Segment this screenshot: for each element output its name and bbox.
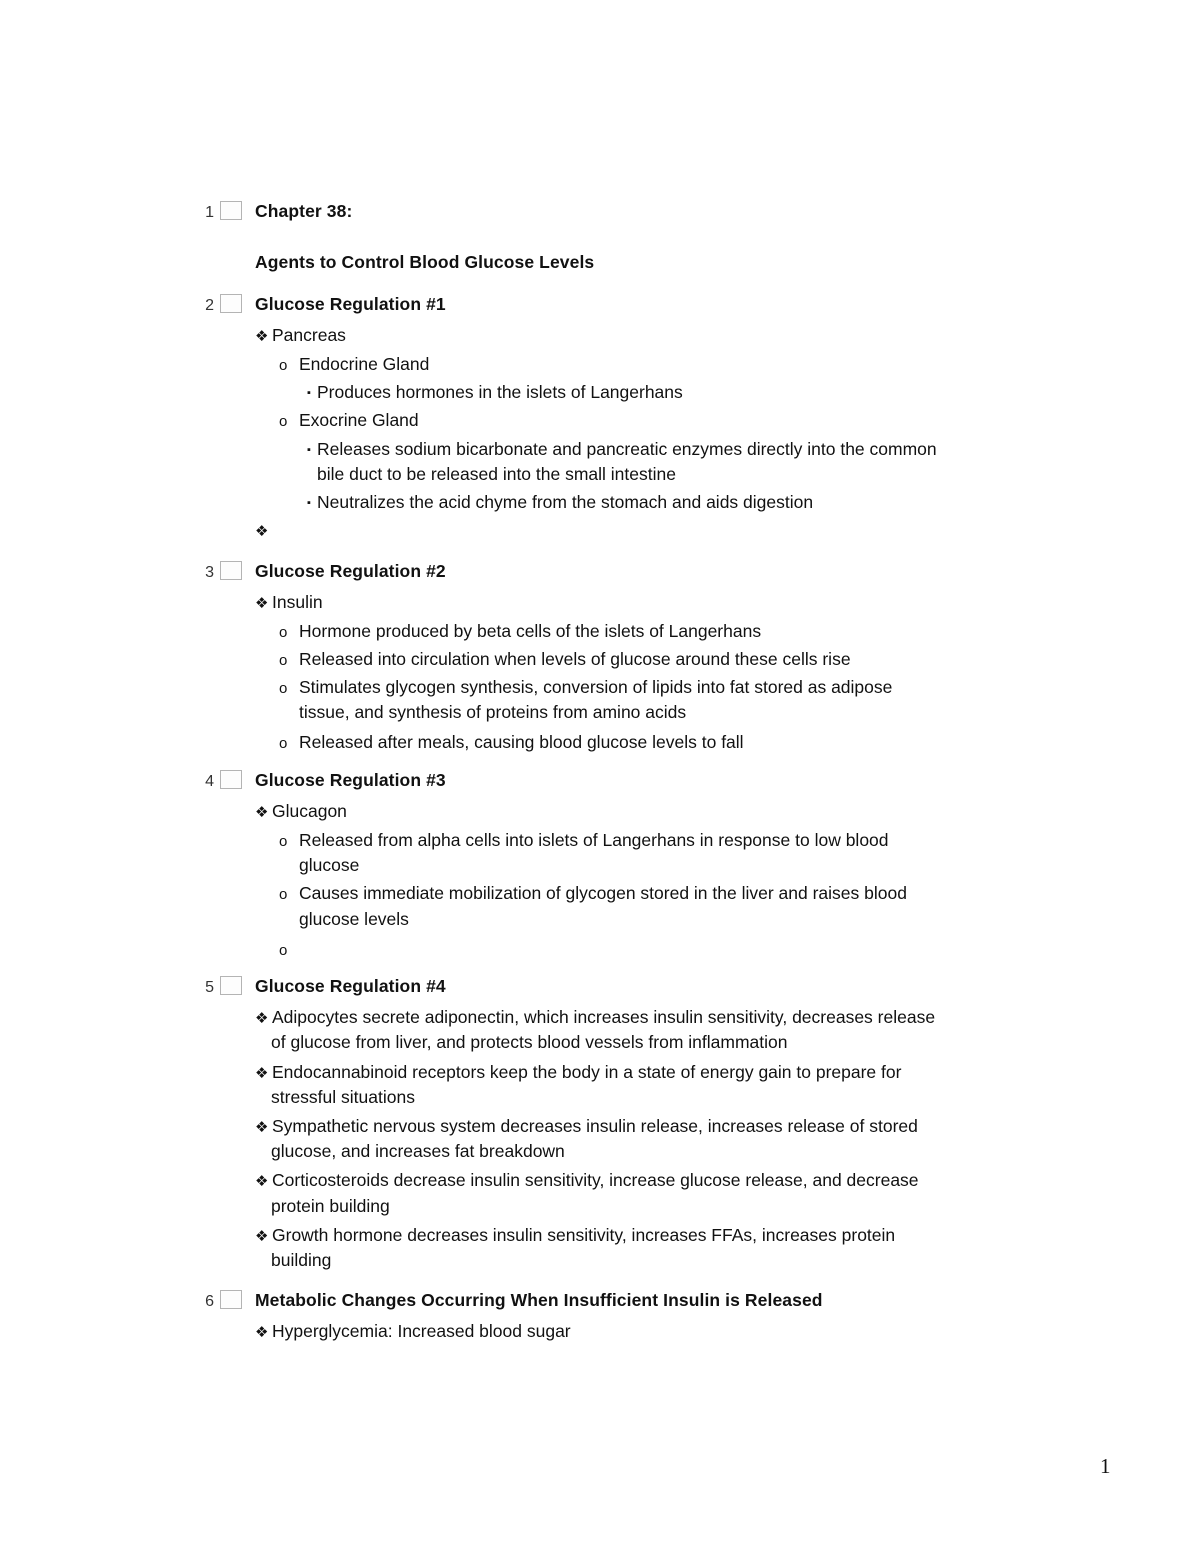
circle-bullet-icon: o	[279, 942, 288, 959]
bullet-continuation: glucose levels	[299, 909, 409, 929]
slide-number: 2	[205, 297, 214, 314]
slide-title: Glucose Regulation #3	[255, 770, 446, 790]
bullet-item: o Hormone produced by beta cells of the islets of Langerhans	[279, 618, 761, 646]
bullet-item: o Released from alpha cells into islets of Langerhans in response to low blood	[279, 827, 889, 855]
page-number: 1	[1100, 1454, 1111, 1478]
bullet-item: ❖ Adipocytes secrete adiponectin, which increases insulin sensitivity, decreases release	[255, 1004, 935, 1032]
empty-bullet	[279, 936, 299, 964]
circle-bullet-icon: o	[279, 413, 288, 430]
bullet-item: ▪ Neutralizes the acid chyme from the stomach and aids digestion	[307, 489, 813, 516]
slide-number: 3	[205, 564, 214, 581]
diamond-bullet-icon: ❖	[255, 1173, 269, 1190]
slide-number: 5	[205, 979, 214, 996]
diamond-bullet-icon: ❖	[255, 1324, 269, 1341]
square-bullet-icon: ▪	[307, 387, 311, 399]
bullet-continuation: building	[271, 1250, 332, 1270]
circle-bullet-icon: o	[279, 886, 288, 903]
bullet-item: ▪ Releases sodium bicarbonate and pancreatic enzymes directly into the common	[307, 436, 937, 463]
slide-number: 1	[205, 204, 214, 221]
circle-bullet-icon: o	[279, 680, 288, 697]
diamond-bullet-icon: ❖	[255, 523, 269, 540]
slide-thumbnail[interactable]	[220, 1290, 242, 1309]
slide-subtitle: Agents to Control Blood Glucose Levels	[255, 252, 595, 272]
slide-thumbnail[interactable]	[220, 976, 242, 995]
bullet-item: ❖ Corticosteroids decrease insulin sensitivity, increase glucose release, and decrease	[255, 1167, 919, 1195]
diamond-bullet-icon: ❖	[255, 804, 269, 821]
slide-title: Glucose Regulation #1	[255, 294, 446, 314]
square-bullet-icon: ▪	[307, 444, 311, 456]
slide-thumbnail[interactable]	[220, 561, 242, 580]
slide-title: Chapter 38:	[255, 201, 353, 221]
bullet-continuation: bile duct to be released into the small intestine	[317, 464, 676, 484]
bullet-continuation: tissue, and synthesis of proteins from amino acids	[299, 702, 687, 722]
bullet-item: ❖ Endocannabinoid receptors keep the body in a state of energy gain to prepare for	[255, 1059, 901, 1087]
bullet-item: o Causes immediate mobilization of glycogen stored in the liver and raises blood	[279, 880, 907, 908]
bullet-continuation: of glucose from liver, and protects blood vessels from inflammation	[271, 1032, 788, 1052]
bullet-continuation: protein building	[271, 1196, 390, 1216]
bullet-item: ❖ Hyperglycemia: Increased blood sugar	[255, 1318, 571, 1346]
slide-title: Metabolic Changes Occurring When Insufficient Insulin is Released	[255, 1290, 823, 1310]
diamond-bullet-icon: ❖	[255, 1065, 269, 1082]
diamond-bullet-icon: ❖	[255, 1228, 269, 1245]
bullet-item: ▪ Produces hormones in the islets of Langerhans	[307, 379, 683, 406]
slide-title: Glucose Regulation #4	[255, 976, 446, 996]
bullet-item: o Released after meals, causing blood glucose levels to fall	[279, 729, 744, 757]
circle-bullet-icon: o	[279, 624, 288, 641]
slide-thumbnail[interactable]	[220, 294, 242, 313]
slide-number: 6	[205, 1293, 214, 1310]
circle-bullet-icon: o	[279, 652, 288, 669]
bullet-continuation: glucose, and increases fat breakdown	[271, 1141, 565, 1161]
bullet-item: ❖ Growth hormone decreases insulin sensitivity, increases FFAs, increases protein	[255, 1222, 895, 1250]
bullet-item: ❖ Pancreas	[255, 322, 346, 350]
bullet-item: o Stimulates glycogen synthesis, conversion of lipids into fat stored as adipose	[279, 674, 892, 702]
slide-title: Glucose Regulation #2	[255, 561, 446, 581]
bullet-item: ❖ Sympathetic nervous system decreases insulin release, increases release of stored	[255, 1113, 918, 1141]
bullet-item: ❖ Glucagon	[255, 798, 347, 826]
empty-bullet	[255, 517, 272, 545]
bullet-item: o Released into circulation when levels of glucose around these cells rise	[279, 646, 851, 674]
diamond-bullet-icon: ❖	[255, 328, 269, 345]
diamond-bullet-icon: ❖	[255, 1010, 269, 1027]
bullet-continuation: stressful situations	[271, 1087, 415, 1107]
slide-thumbnail[interactable]	[220, 770, 242, 789]
circle-bullet-icon: o	[279, 833, 288, 850]
bullet-item: ❖ Insulin	[255, 589, 323, 617]
circle-bullet-icon: o	[279, 735, 288, 752]
slide-number: 4	[205, 773, 214, 790]
bullet-continuation: glucose	[299, 855, 360, 875]
circle-bullet-icon: o	[279, 357, 288, 374]
bullet-item: o Exocrine Gland	[279, 407, 419, 435]
bullet-item: o Endocrine Gland	[279, 351, 429, 379]
square-bullet-icon: ▪	[307, 497, 311, 509]
diamond-bullet-icon: ❖	[255, 595, 269, 612]
diamond-bullet-icon: ❖	[255, 1119, 269, 1136]
slide-thumbnail[interactable]	[220, 201, 242, 220]
